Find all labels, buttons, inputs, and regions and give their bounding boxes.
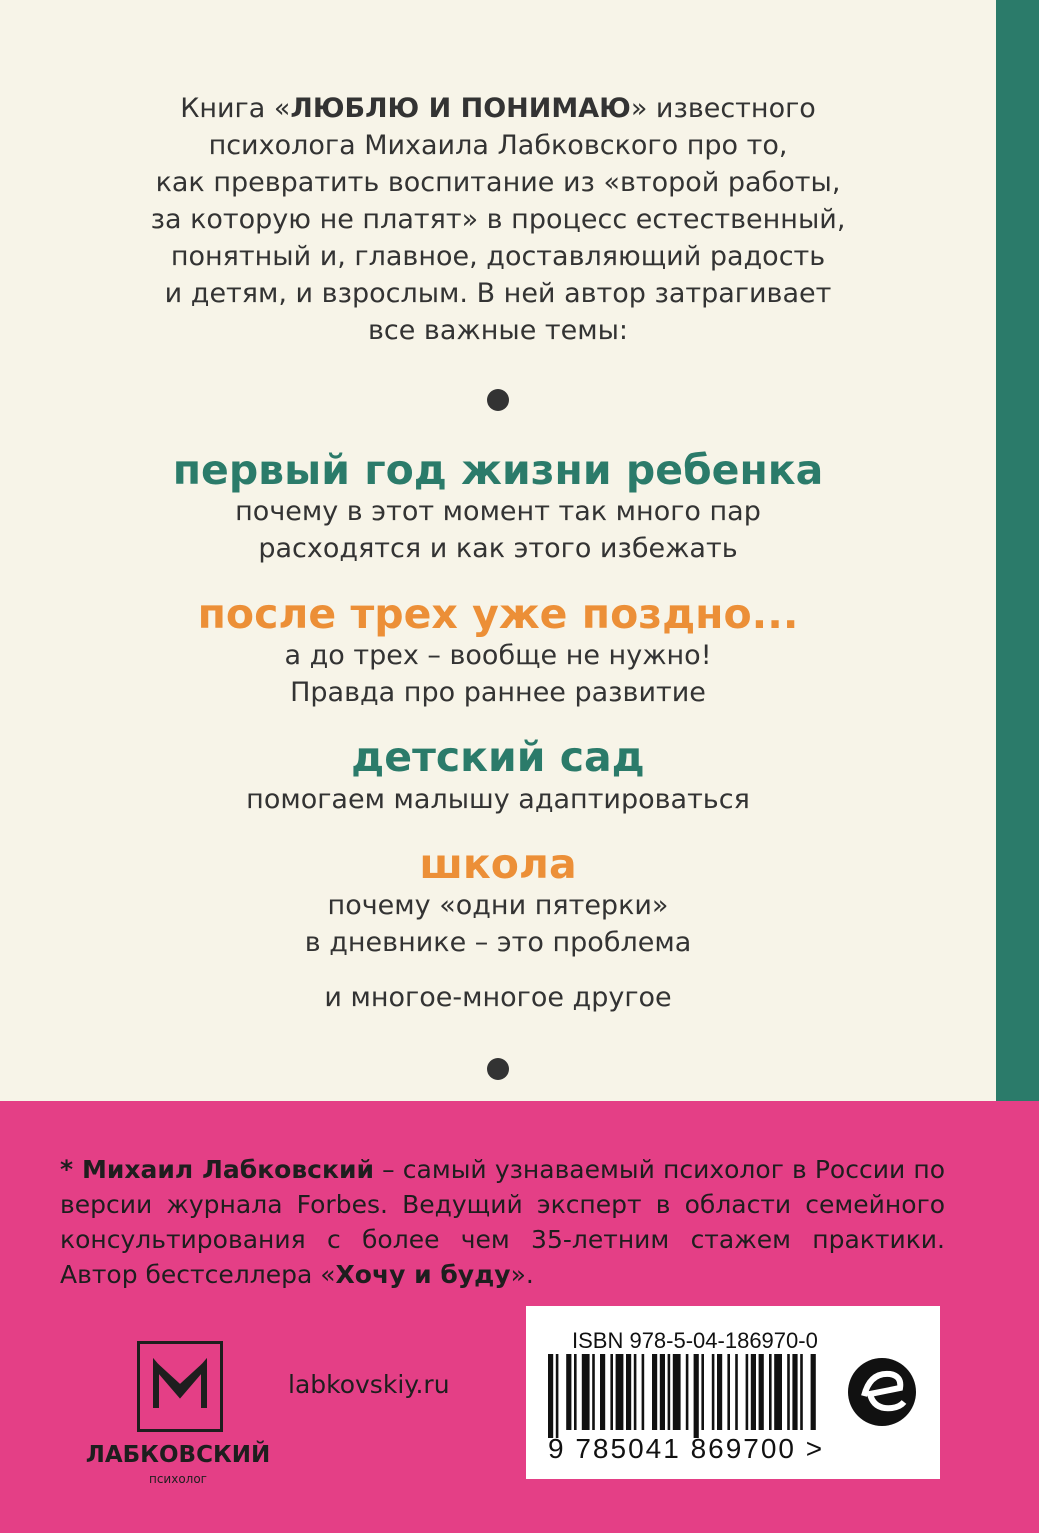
spine-stripe	[996, 0, 1039, 1101]
barcode-bar	[673, 1354, 681, 1430]
barcode-bar	[735, 1354, 738, 1430]
barcode-bar	[668, 1354, 671, 1430]
author-bio	[60, 1152, 945, 1292]
barcode-bar	[712, 1354, 715, 1430]
barcode-bar	[642, 1354, 645, 1430]
bullet-dot-top	[487, 389, 509, 411]
topic-title-4: школа	[419, 840, 577, 888]
barcode-bar	[727, 1354, 730, 1430]
website-link[interactable]: labkovskiy.ru	[288, 1370, 450, 1399]
ean-number: 9 785041 869700 >	[548, 1433, 825, 1464]
barcode-bar	[787, 1354, 790, 1430]
topic-sub-4a: почему «одни пятерки»	[327, 890, 669, 921]
barcode-bar	[652, 1354, 657, 1430]
barcode-bar	[751, 1354, 756, 1430]
isbn-number: ISBN 978-5-04-186970-0	[572, 1328, 818, 1353]
topic-title-1: первый год жизни ребенка	[172, 446, 824, 494]
intro-line-1c: » известного	[630, 93, 816, 124]
topic-sub-1a: почему в этот момент так много пар	[235, 496, 761, 527]
intro-line-1a: Книга «	[180, 93, 291, 124]
topic-title-3: детский сад	[351, 733, 645, 781]
author-name: Михаил Лабковский	[81, 1155, 374, 1184]
barcode-bar	[694, 1354, 699, 1438]
barcode-bar	[746, 1354, 749, 1430]
barcode-bar	[600, 1354, 605, 1430]
publisher-logo-icon	[848, 1358, 916, 1426]
intro-line-1	[100, 90, 896, 127]
topic-sub-2a: а до трех – вообще не нужно!	[284, 640, 712, 671]
barcode-bar	[774, 1354, 782, 1430]
barcode-bar	[811, 1354, 816, 1430]
barcode-bar	[701, 1354, 704, 1430]
barcode-bar	[610, 1354, 613, 1430]
book-title: ЛЮБЛЮ И ПОНИМАЮ	[290, 93, 631, 124]
topic-sub-2b: Правда про раннее развитие	[290, 677, 706, 708]
author-text-2: ».	[510, 1260, 534, 1289]
barcode-bar	[634, 1354, 637, 1430]
intro-line-3: как превратить воспитание из «второй работы,	[155, 167, 841, 198]
logo-icon	[137, 1341, 223, 1432]
topic-sub-1b: расходятся и как этого избежать	[258, 533, 738, 564]
intro-line-6: и детям, и взрослым. В ней автор затрагивает	[164, 278, 832, 309]
barcode-bar	[800, 1354, 803, 1430]
topic-sub-4b: в дневнике – это проблема	[304, 927, 692, 958]
more-text: и многое-многое другое	[324, 982, 672, 1013]
barcode-bar	[582, 1354, 590, 1430]
barcode-bar	[717, 1354, 722, 1430]
barcode-bar	[574, 1354, 577, 1430]
logo-name: ЛАБКОВСКИЙ	[85, 1442, 271, 1468]
author-text-1: – самый узнаваемый психолог в России по версии журнала Forbes. Ведущий эксперт в области семейного консультирования с более чем 35-летним стажем практики. Автор бестселлера «	[60, 1155, 945, 1289]
topic-sub-3a: помогаем малышу адаптироваться	[246, 784, 750, 815]
barcode-bar	[660, 1354, 665, 1430]
barcode-bar	[626, 1354, 631, 1430]
asterisk: *	[60, 1155, 82, 1184]
bullet-dot-bottom	[487, 1058, 509, 1080]
barcode-bar	[592, 1354, 595, 1430]
barcode-bar	[616, 1354, 624, 1430]
barcode-bar	[548, 1354, 553, 1438]
intro-line-2: психолога Михаила Лабковского про то,	[208, 130, 788, 161]
barcode-bar	[769, 1354, 772, 1430]
intro-line-7: все важные темы:	[367, 315, 629, 346]
barcode-bar	[759, 1354, 764, 1430]
barcode-bar	[566, 1354, 571, 1430]
logo-subtitle: психолог	[148, 1472, 207, 1486]
topic-title-2: после трех уже поздно...	[197, 590, 799, 638]
barcode-bar	[792, 1354, 797, 1430]
barcode-bar	[556, 1354, 559, 1438]
intro-text	[100, 90, 896, 349]
intro-line-4: за которую не платят» в процесс естественный,	[150, 204, 846, 235]
author-book: Хочу и буду	[335, 1260, 511, 1289]
intro-line-5: понятный и, главное, доставляющий радость	[170, 241, 826, 272]
barcode-bar	[686, 1354, 689, 1430]
